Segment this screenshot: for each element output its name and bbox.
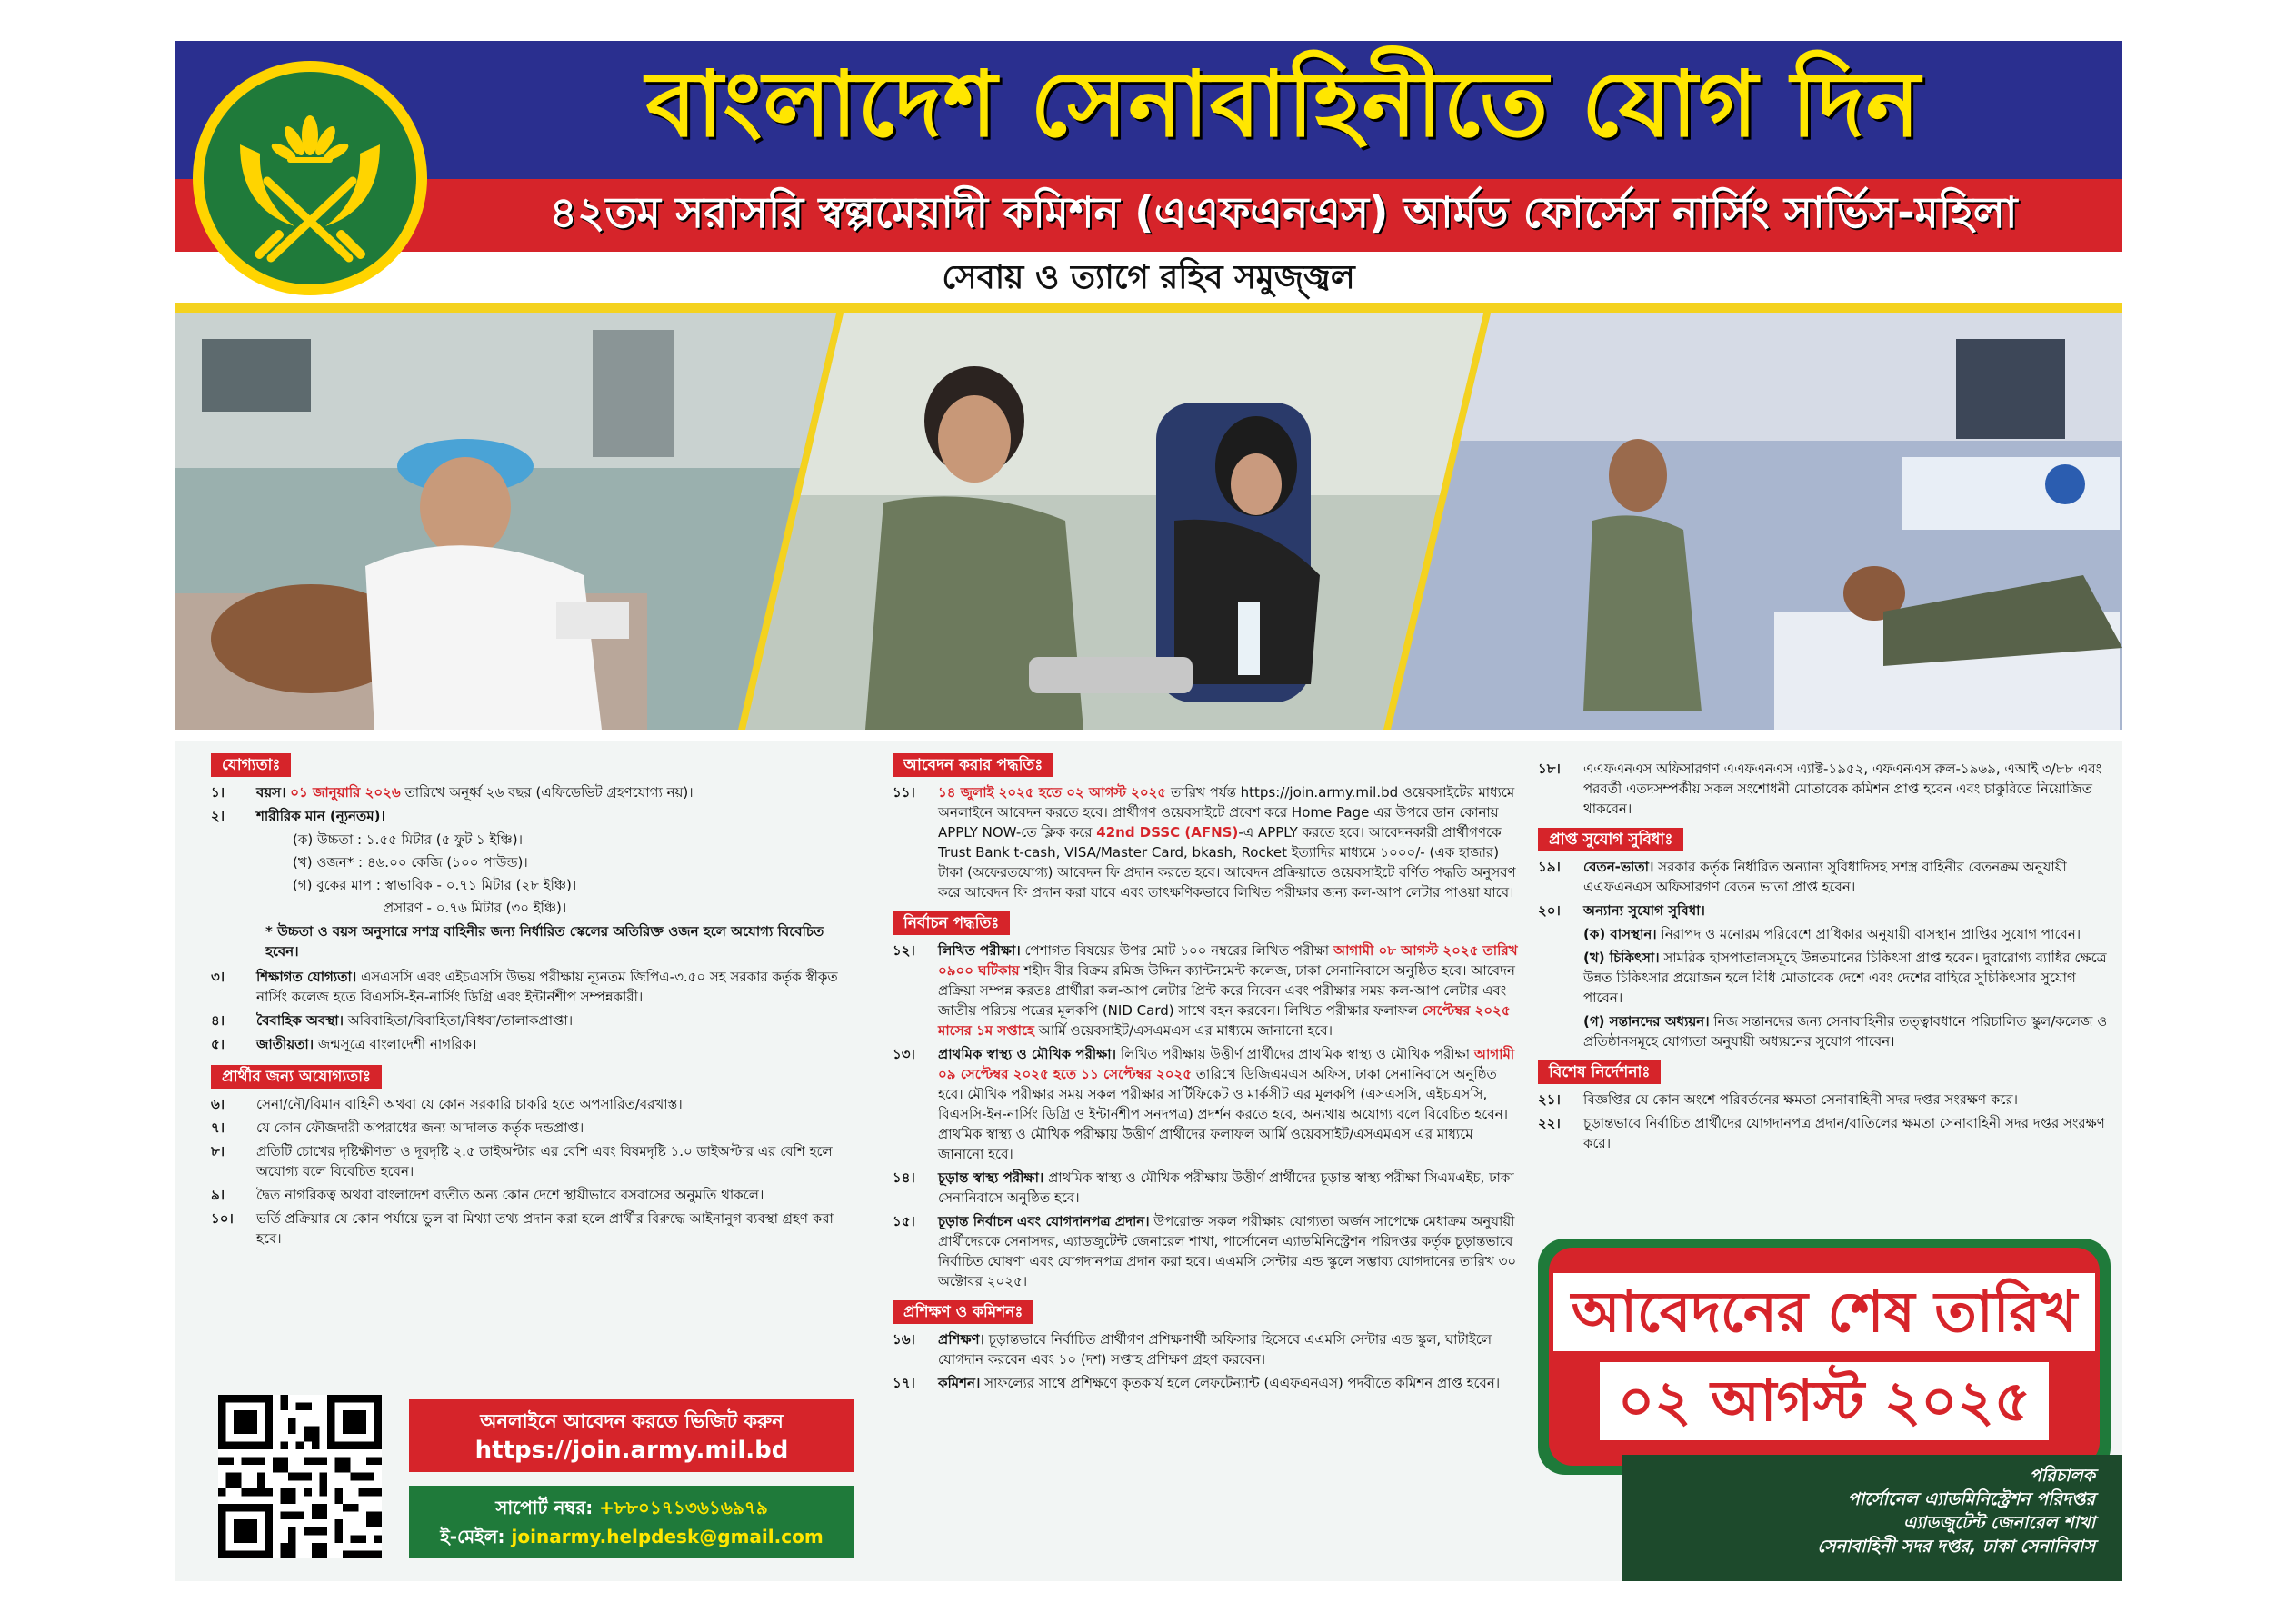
list-item: ২২। চূড়ান্তভাবে নির্বাচিত প্রার্থীদের যোগদানপত্র প্রদান/বাতিলের ক্ষমতা সেনাবাহিনী সদর দপ্তর সংরক্ষণ করে। <box>1538 1115 2105 1151</box>
qr-code[interactable] <box>218 1395 382 1558</box>
apply-url-link[interactable]: https://join.army.mil.bd <box>474 1437 789 1464</box>
chest-expansion: প্রসারণ - ০.৭৬ মিটার (৩০ ইঞ্চি)। <box>384 900 567 916</box>
list-item: ১০। ভর্তি প্রক্রিয়ার যে কোন পর্যায়ে ভুল বা মিথ্যা তথ্য প্রদান করা হলে প্রার্থীর বিরুদ্ধে আইনানুগ ব্যবস্থা গ্রহণ করা হবে। <box>211 1210 834 1247</box>
lotus-swords-icon <box>204 72 416 284</box>
list-item: ২১। বিজ্ঞপ্তির যে কোন অংশে পরিবর্তনের ক্ষমতা সেনাবাহিনী সদর দপ্তর সংরক্ষণ করে। <box>1538 1091 2019 1108</box>
weight-note: * উচ্চতা ও বয়স অনুসারে সশস্ত্র বাহিনীর জন্য নির্ধারিত স্কেলের অতিরিক্ত ওজন হলে অযোগ্য বিবেচিত হবেন। <box>265 923 824 960</box>
motto: সেবায় ও ত্যাগে রহিব সমুজ্জ্বল <box>942 259 1355 296</box>
apply-link-box[interactable]: অনলাইনে আবেদন করতে ভিজিট করুন https://join.army.mil.bd <box>409 1399 854 1472</box>
issuer-block: পরিচালক পার্সোনেল এ্যাডমিনিস্ট্রেশন পরিদপ্তর এ্যাডজুটেন্ট জেনারেল শাখা সেনাবাহিনী সদর দপ্তর, ঢাকা সেনানিবাস <box>1622 1455 2122 1581</box>
column-benefits <box>1538 759 2111 1157</box>
page-subtitle: ৪২তম সরাসরি স্বল্পমেয়াদী কমিশন (এএফএনএস) আর্মড ফোর্সেস নার্সিং সার্ভিস-মহিলা <box>549 188 2018 238</box>
list-item: ১৪। চূড়ান্ত স্বাস্থ্য পরীক্ষা। প্রাথমিক স্বাস্থ্য ও মৌখিক পরীক্ষায় উত্তীর্ণ প্রার্থীদের চূড়ান্ত স্বাস্থ্য পরীক্ষা সিএমএইচ, ঢাকা সেনানিবাসে অনুষ্ঠিত হবে। <box>893 1169 1514 1206</box>
list-item: ৭। যে কোন ফৌজদারী অপরাধের জন্য আদালত কর্তৃক দন্ডপ্রাপ্ত। <box>211 1119 584 1136</box>
column-eligibility <box>211 751 847 1252</box>
list-item: ৮। প্রতিটি চোখের দৃষ্টিক্ষীণতা ও দূরদৃষ্টি ২.৫ ডাইঅপ্টার এর বেশি এবং বিষমদৃষ্টি ১.০ ডাইঅপ্টার এর বেশি হলে অযোগ্য বলে বিবেচিত হবেন। <box>211 1143 833 1179</box>
support-box: সাপোর্ট নম্বর: +৮৮০১৭১৩৬১৬৯৭৯ ই-মেইল: joinarmy.helpdesk@gmail.com <box>409 1486 854 1558</box>
list-item: (গ) সন্তানদের অধ্যয়ন। নিজ সন্তানদের জন্য সেনাবাহিনীর তত্ত্বাবধানে পরিচালিত স্কুল/কলেজ ও প্রতিষ্ঠানসমূহে যোগ্যতা অনুযায়ী অধ্যয়নের সুযোগ পাবেন। <box>1583 1013 2108 1050</box>
list-item: ১৫। চূড়ান্ত নির্বাচন এবং যোগদানপত্র প্রদান। উপরোক্ত সকল পরীক্ষায় যোগ্যতা অর্জন সাপেক্ষে মেধাক্রম অনুযায়ী প্রার্থীদেরকে সেনাসদর, এ্যাডজুটেন্ট জেনারেল শাখা, পার্সোনেল এ্যাডমিনিস্ট্রেশন পরিদপ্তর কর্তৃক চূড়ান্তভাবে নির্বাচিত ঘোষণা এবং যোগদানপত্র প্রদান করা হবে। এএমসি সেন্টার এন্ড স্কুলে সম্ভাব্য যোগদানের তারিখ ৩০ অক্টোবর ২০২৫। <box>893 1213 1517 1289</box>
section-heading-special: বিশেষ নির্দেশনাঃ <box>1538 1060 1661 1084</box>
list-item: ১৯। বেতন-ভাতা। সরকার কর্তৃক নির্ধারিত অন্যান্য সুবিধাদিসহ সশস্ত্র বাহিনীর বেতনক্রম অনুযায়ী এএফএনএস অফিসারগণ বেতন ভাতা প্রাপ্ত হবেন। <box>1538 859 2067 895</box>
section-heading-benefits: প্রাপ্ত সুযোগ সুবিধাঃ <box>1538 828 1683 851</box>
list-item: ৬। সেনা/নৌ/বিমান বাহিনী অথবা যে কোন সরকারি চাকরি হতে অপসারিত/বরখাস্ত। <box>211 1096 683 1112</box>
photo-nurse-ward <box>1383 313 2122 730</box>
section-heading-eligibility: যোগ্যতাঃ <box>211 753 291 777</box>
section-heading-apply: আবেদন করার পদ্ধতিঃ <box>893 753 1053 777</box>
section-heading-training: প্রশিক্ষণ ও কমিশনঃ <box>893 1300 1033 1324</box>
chest-requirement: (গ) বুকের মাপ : স্বাভাবিক - ০.৭১ মিটার (২৮ ইঞ্চি)। <box>293 877 577 893</box>
support-email-link[interactable]: joinarmy.helpdesk@gmail.com <box>511 1526 824 1547</box>
section-heading-selection: নির্বাচন পদ্ধতিঃ <box>893 911 1010 935</box>
list-item: ১৭। কমিশন। সাফল্যের সাথে প্রশিক্ষণে কৃতকার্য হলে লেফটেন্যান্ট (এএফএনএস) পদবীতে কমিশন প্রাপ্ত হবেন। <box>893 1375 1501 1391</box>
deadline-box <box>1549 1248 2100 1466</box>
weight-requirement: (খ) ওজন* : ৪৬.০০ কেজি (১০০ পাউন্ড)। <box>293 854 528 871</box>
photo-nurse-icu <box>175 313 847 730</box>
list-item: ২০। অন্যান্য সুযোগ সুবিধা। <box>1538 902 1705 919</box>
list-item: (খ) চিকিৎসা। সামরিক হাসপাতালসমূহে উন্নতমানের চিকিৎসা প্রাপ্ত হবেন। দুরারোগ্য ব্যাধির ক্ষেত্রে উন্নত চিকিৎসার প্রয়োজন হলে বিধি মোতাবেক দেশে এবং দেশের বাহিরে সুচিকিৎসার সুযোগ পাবেন। <box>1583 950 2107 1006</box>
recruitment-poster <box>175 41 2122 1581</box>
page-title: বাংলাদেশ সেনাবাহিনীতে যোগ দিন <box>645 50 1922 157</box>
list-item: ১১। ১৪ জুলাই ২০২৫ হতে ০২ আগস্ট ২০২৫ তারিখ পর্যন্ত https://join.army.mil.bd ওয়েবসাইটের মাধ্যমে অনলাইনে আবেদন করতে হবে। প্রার্থীগণ ওয়েবসাইটে প্রবেশ করে Home Page এর উপরে ডান কোনায় APPLY NOW-তে ক্লিক করে 42nd DSSC (AFNS)-এ APPLY করতে হবে। আবেদনকারী প্রার্থীগণকে Trust Bank t-cash, VISA/Master Card, bkash, Rocket ইত্যাদির মাধ্যমে ১০০০/- (এক হাজার) টাকা (অফেরতযোগ্য) আবেদন ফি প্রদান করতে হবে। আবেদন প্রক্রিয়াতে ওয়েবসাইটে বর্ণিত পদ্ধতি অনুসরণ করে আবেদন ফি প্রদান করা যাবে এবং তাৎক্ষণিকভাবে লিখিত পরীক্ষার জন্য কল-আপ লেটার পাওয়া যাবে। <box>893 784 1516 901</box>
list-item: ৯। দ্বৈত নাগরিকত্ব অথবা বাংলাদেশ ব্যতীত অন্য কোন দেশে স্থায়ীভাবে বসবাসের অনুমতি থাকলে। <box>211 1187 764 1203</box>
list-item: ১২। লিখিত পরীক্ষা। পেশাগত বিষয়ের উপর মোট ১০০ নম্বরের লিখিত পরীক্ষা আগামী ০৮ আগস্ট ২০২৫ তারিখ ০৯০০ ঘটিকায় শহীদ বীর বিক্রম রমিজ উদ্দিন ক্যান্টনমেন্ট কলেজ, ঢাকা সেনানিবাসে অনুষ্ঠিত হবে। আবেদন প্রক্রিয়া সম্পন্ন করতঃ প্রার্থীরা কল-আপ লেটার প্রিন্ট করে নিবেন এবং পরীক্ষার সময় কল-আপ লেটার এবং জাতীয় পরিচয় পত্রের মূলকপি (NID Card) সাথে বহন করবেন। লিখিত পরীক্ষার ফলাফল সেপ্টেম্বর ২০২৫ মাসের ১ম সপ্তাহে আর্মি ওয়েবসাইট/এসএমএস এর মাধ্যমে জানানো হবে। <box>893 942 1518 1039</box>
list-item: ১৮। এএফএনএস অফিসারগণ এএফএনএস এ্যাক্ট-১৯৫২, এফএনএস রুল-১৯৬৯, এআই ৩/৮৮ এবং পরবর্তী এতদসম্পর্কীয় সকল সংশোধনী মোতাবেক কমিশন প্রাপ্ত হবেন এবং চাকুরিতে নিয়োজিত থাকবেন। <box>1538 761 2102 817</box>
list-item: ১৬। প্রশিক্ষণ। চূড়ান্তভাবে নির্বাচিত প্রার্থীগণ প্রশিক্ষণার্থী অফিসার হিসেবে এএমসি সেন্টার এন্ড স্কুল, ঘাটাইলে যোগদান করবেন এবং ১০ (দশ) সপ্তাহ প্রশিক্ষণ গ্রহণ করবেন। <box>893 1331 1492 1368</box>
photo-strip <box>175 303 2122 730</box>
list-item: ১। বয়স। ০১ জানুয়ারি ২০২৬ তারিখে অনূর্ধ্ব ২৬ বছর (এফিডেভিট গ্রহণযোগ্য নয়)। <box>211 784 694 801</box>
height-requirement: (ক) উচ্চতা : ১.৫৫ মিটার (৫ ফুট ১ ইঞ্চি)। <box>293 831 523 848</box>
list-item: ২। শারীরিক মান (ন্যূনতম)। <box>211 808 385 824</box>
column-application <box>893 751 1520 1397</box>
list-item: ৫। জাতীয়তা। জন্মসূত্রে বাংলাদেশী নাগরিক। <box>211 1036 477 1052</box>
list-item: ১৩। প্রাথমিক স্বাস্থ্য ও মৌখিক পরীক্ষা। লিখিত পরীক্ষায় উত্তীর্ণ প্রার্থীদের প্রাথমিক স্বাস্থ্য ও মৌখিক পরীক্ষা আগামী ০৯ সেপ্টেম্বর ২০২৫ হতে ১১ সেপ্টেম্বর ২০২৫ তারিখে ডিজিএমএস অফিস, ঢাকা সেনানিবাসে অনুষ্ঠিত হবে। মৌখিক পরীক্ষার সময় সকল পরীক্ষার সার্টিফিকেট ও মার্কসীট এর মূলকপি (এসএসসি, এইচএসসি, বিএসসি-ইন-নার্সিং ডিগ্রি ও ইন্টার্নশীপ সনদপত্র) প্রদর্শন করতে হবে, অন্যথায় অযোগ্য বলে বিবেচিত হবেন। প্রাথমিক স্বাস্থ্য ও মৌখিক পরীক্ষায় উত্তীর্ণ প্রার্থীদের ফলাফল আর্মি ওয়েবসাইট/এসএমএস এর মাধ্যমে জানানো হবে। <box>893 1046 1515 1162</box>
photo-nurse-patient <box>720 313 1502 730</box>
deadline-label: আবেদনের শেষ তারিখ <box>1553 1273 2096 1351</box>
support-phone[interactable]: +৮৮০১৭১৩৬১৬৯৭৯ <box>599 1497 768 1518</box>
list-item: ৩। শিক্ষাগত যোগ্যতা। এসএসসি এবং এইচএসসি উভয় পরীক্ষায় ন্যূনতম জিপিএ-৩.৫০ সহ সরকার কর্তৃক স্বীকৃত নার্সিং কলেজ হতে বিএসসি-ইন-নার্সিং ডিগ্রি এবং ইন্টার্নশীপ সম্পন্নকারী। <box>211 969 838 1005</box>
list-item: (ক) বাসস্থান। নিরাপদ ও মনোরম পরিবেশে প্রাধিকার অনুযায়ী বাসস্থান প্রাপ্তির সুযোগ পাবেন। <box>1583 926 2081 942</box>
section-heading-disqualification: প্রার্থীর জন্য অযোগ্যতাঃ <box>211 1065 382 1089</box>
deadline-date: ০২ আগস্ট ২০২৫ <box>1600 1362 2049 1440</box>
list-item: ৪। বৈবাহিক অবস্থা। অবিবাহিতা/বিবাহিতা/বিধবা/তালাকপ্রাপ্তা। <box>211 1012 574 1029</box>
